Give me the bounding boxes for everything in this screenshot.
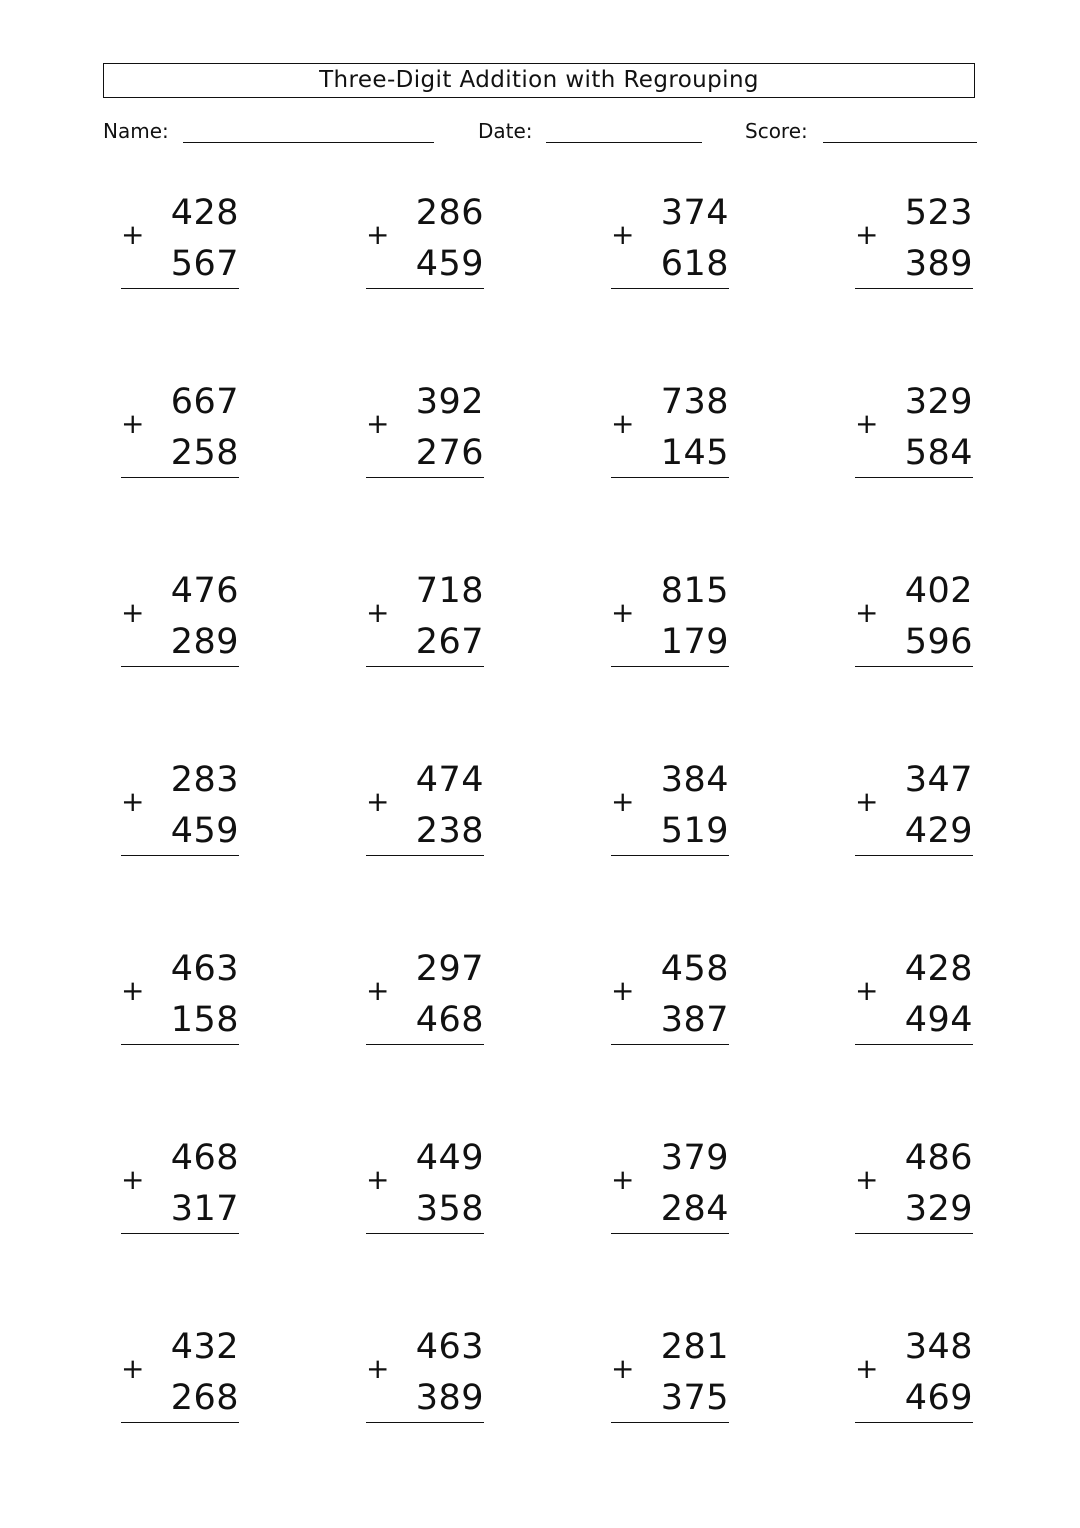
top-addend: 428 <box>170 193 239 233</box>
bottom-addend: 145 <box>660 433 729 473</box>
bottom-addend: 468 <box>415 1000 484 1040</box>
plus-sign: + <box>366 407 390 440</box>
plus-sign: + <box>855 218 879 251</box>
top-addend: 374 <box>660 193 729 233</box>
top-addend: 449 <box>415 1138 484 1178</box>
plus-sign: + <box>611 785 635 818</box>
top-addend: 432 <box>170 1327 239 1367</box>
top-addend: 463 <box>170 949 239 989</box>
top-addend: 815 <box>660 571 729 611</box>
plus-sign: + <box>611 974 635 1007</box>
answer-line[interactable] <box>366 855 484 856</box>
top-addend: 428 <box>904 949 973 989</box>
plus-sign: + <box>121 407 145 440</box>
answer-line[interactable] <box>366 288 484 289</box>
bottom-addend: 469 <box>904 1378 973 1418</box>
addition-problem <box>366 571 484 674</box>
answer-line[interactable] <box>855 288 973 289</box>
top-addend: 667 <box>170 382 239 422</box>
addition-problem <box>611 1138 729 1241</box>
answer-line[interactable] <box>121 1233 239 1234</box>
addition-problem <box>366 193 484 296</box>
addition-problem <box>855 571 973 674</box>
top-addend: 718 <box>415 571 484 611</box>
answer-line[interactable] <box>366 1044 484 1045</box>
bottom-addend: 567 <box>170 244 239 284</box>
top-addend: 297 <box>415 949 484 989</box>
addition-problem <box>121 571 239 674</box>
addition-problem <box>366 760 484 863</box>
addition-problem <box>121 1138 239 1241</box>
plus-sign: + <box>855 974 879 1007</box>
top-addend: 347 <box>904 760 973 800</box>
bottom-addend: 584 <box>904 433 973 473</box>
top-addend: 738 <box>660 382 729 422</box>
top-addend: 463 <box>415 1327 484 1367</box>
bottom-addend: 276 <box>415 433 484 473</box>
plus-sign: + <box>121 1163 145 1196</box>
addition-problem <box>366 949 484 1052</box>
addition-problem <box>366 1327 484 1430</box>
plus-sign: + <box>366 974 390 1007</box>
bottom-addend: 596 <box>904 622 973 662</box>
addition-problem <box>855 193 973 296</box>
top-addend: 384 <box>660 760 729 800</box>
top-addend: 281 <box>660 1327 729 1367</box>
top-addend: 458 <box>660 949 729 989</box>
answer-line[interactable] <box>611 1422 729 1423</box>
addition-problem <box>121 949 239 1052</box>
name-label: Name: <box>103 119 169 143</box>
top-addend: 402 <box>904 571 973 611</box>
answer-line[interactable] <box>366 1233 484 1234</box>
answer-line[interactable] <box>611 666 729 667</box>
date-label: Date: <box>478 119 533 143</box>
plus-sign: + <box>366 785 390 818</box>
answer-line[interactable] <box>611 1044 729 1045</box>
addition-problem <box>366 1138 484 1241</box>
plus-sign: + <box>121 1352 145 1385</box>
answer-line[interactable] <box>611 855 729 856</box>
top-addend: 468 <box>170 1138 239 1178</box>
bottom-addend: 389 <box>904 244 973 284</box>
answer-line[interactable] <box>855 1422 973 1423</box>
plus-sign: + <box>366 218 390 251</box>
top-addend: 474 <box>415 760 484 800</box>
bottom-addend: 267 <box>415 622 484 662</box>
bottom-addend: 317 <box>170 1189 239 1229</box>
bottom-addend: 179 <box>660 622 729 662</box>
bottom-addend: 389 <box>415 1378 484 1418</box>
bottom-addend: 329 <box>904 1189 973 1229</box>
answer-line[interactable] <box>855 1233 973 1234</box>
plus-sign: + <box>611 407 635 440</box>
plus-sign: + <box>121 218 145 251</box>
addition-problem <box>611 1327 729 1430</box>
top-addend: 348 <box>904 1327 973 1367</box>
answer-line[interactable] <box>121 1422 239 1423</box>
plus-sign: + <box>611 218 635 251</box>
answer-line[interactable] <box>611 1233 729 1234</box>
bottom-addend: 284 <box>660 1189 729 1229</box>
addition-problem <box>855 382 973 485</box>
addition-problem <box>611 949 729 1052</box>
top-addend: 486 <box>904 1138 973 1178</box>
answer-line[interactable] <box>121 1044 239 1045</box>
top-addend: 379 <box>660 1138 729 1178</box>
plus-sign: + <box>611 596 635 629</box>
addition-problem <box>611 382 729 485</box>
answer-line[interactable] <box>855 477 973 478</box>
bottom-addend: 494 <box>904 1000 973 1040</box>
top-addend: 523 <box>904 193 973 233</box>
plus-sign: + <box>611 1163 635 1196</box>
top-addend: 283 <box>170 760 239 800</box>
worksheet-title: Three-Digit Addition with Regrouping <box>319 67 759 93</box>
plus-sign: + <box>121 974 145 1007</box>
addition-problem <box>855 949 973 1052</box>
plus-sign: + <box>855 785 879 818</box>
score-label: Score: <box>745 119 808 143</box>
bottom-addend: 429 <box>904 811 973 851</box>
answer-line[interactable] <box>855 1044 973 1045</box>
answer-line[interactable] <box>366 1422 484 1423</box>
bottom-addend: 618 <box>660 244 729 284</box>
addition-problem <box>611 571 729 674</box>
addition-problem <box>855 1138 973 1241</box>
bottom-addend: 387 <box>660 1000 729 1040</box>
top-addend: 329 <box>904 382 973 422</box>
plus-sign: + <box>611 1352 635 1385</box>
answer-line[interactable] <box>611 477 729 478</box>
bottom-addend: 289 <box>170 622 239 662</box>
addition-problem <box>121 382 239 485</box>
addition-problem <box>121 1327 239 1430</box>
plus-sign: + <box>121 785 145 818</box>
top-addend: 392 <box>415 382 484 422</box>
addition-problem <box>366 382 484 485</box>
bottom-addend: 258 <box>170 433 239 473</box>
plus-sign: + <box>366 1352 390 1385</box>
bottom-addend: 519 <box>660 811 729 851</box>
answer-line[interactable] <box>121 855 239 856</box>
plus-sign: + <box>855 596 879 629</box>
plus-sign: + <box>366 596 390 629</box>
answer-line[interactable] <box>121 666 239 667</box>
bottom-addend: 268 <box>170 1378 239 1418</box>
answer-line[interactable] <box>366 666 484 667</box>
plus-sign: + <box>855 407 879 440</box>
answer-line[interactable] <box>366 477 484 478</box>
addition-problem <box>121 193 239 296</box>
bottom-addend: 459 <box>170 811 239 851</box>
addition-problem <box>855 760 973 863</box>
answer-line[interactable] <box>855 666 973 667</box>
top-addend: 476 <box>170 571 239 611</box>
bottom-addend: 158 <box>170 1000 239 1040</box>
answer-line[interactable] <box>611 288 729 289</box>
addition-problem <box>855 1327 973 1430</box>
plus-sign: + <box>855 1352 879 1385</box>
addition-problem <box>121 760 239 863</box>
addition-problem <box>611 760 729 863</box>
bottom-addend: 459 <box>415 244 484 284</box>
bottom-addend: 358 <box>415 1189 484 1229</box>
bottom-addend: 375 <box>660 1378 729 1418</box>
top-addend: 286 <box>415 193 484 233</box>
bottom-addend: 238 <box>415 811 484 851</box>
plus-sign: + <box>855 1163 879 1196</box>
answer-line[interactable] <box>121 288 239 289</box>
answer-line[interactable] <box>121 477 239 478</box>
plus-sign: + <box>121 596 145 629</box>
plus-sign: + <box>366 1163 390 1196</box>
answer-line[interactable] <box>855 855 973 856</box>
addition-problem <box>611 193 729 296</box>
